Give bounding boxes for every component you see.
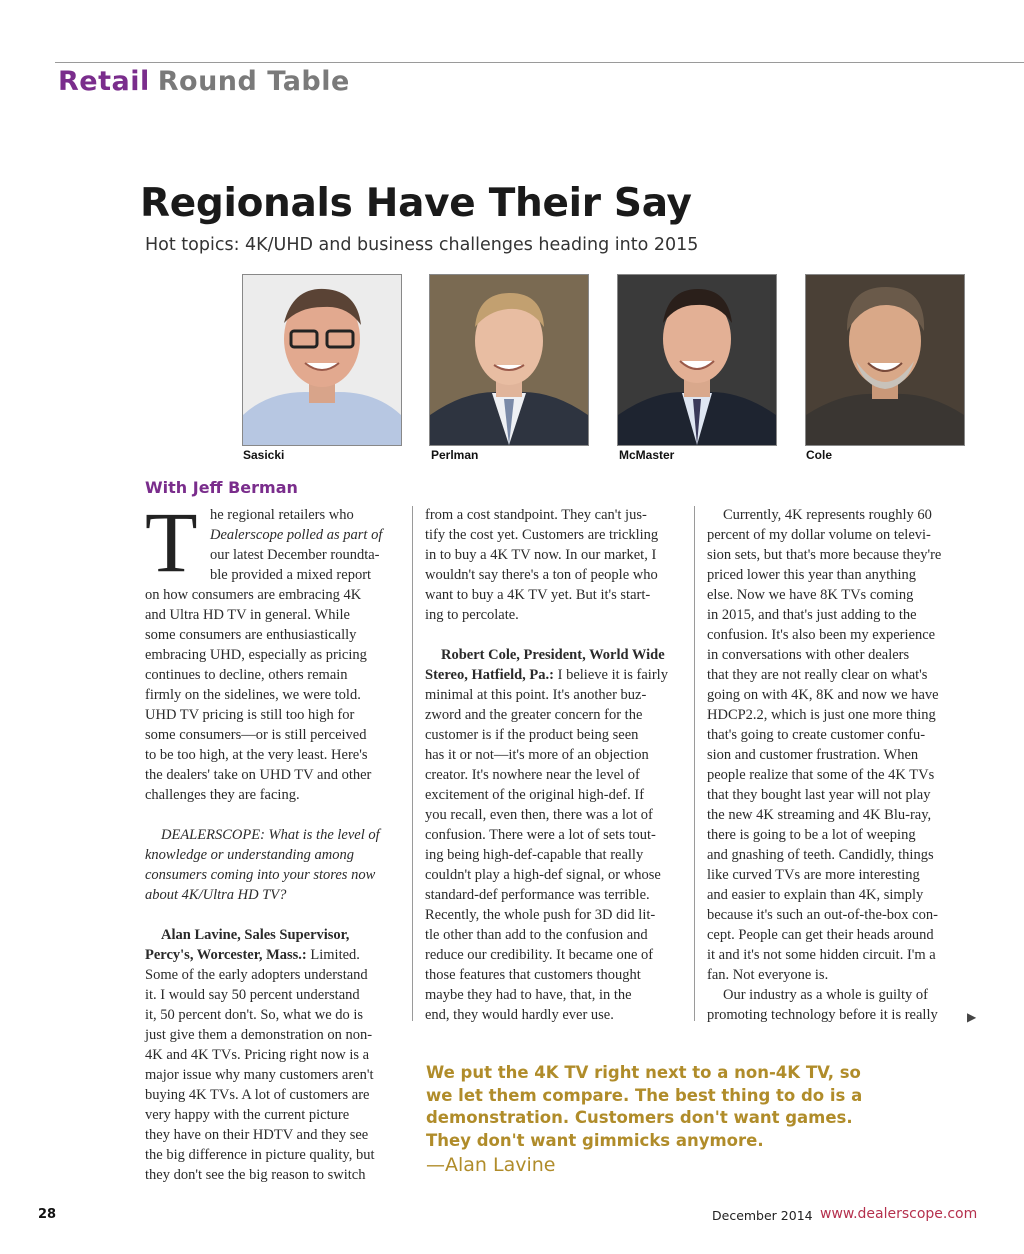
question-label: DEALERSCOPE: xyxy=(161,827,265,843)
section-title xyxy=(58,66,350,97)
speaker-affiliation: Stereo, Hatfield, Pa.: xyxy=(425,667,554,683)
drop-cap: T xyxy=(145,494,198,590)
text-line: buying 4K TVs. A lot of customers are xyxy=(145,1087,370,1103)
text-line: tle other than add to the confusion and xyxy=(425,927,648,943)
text-line: Recently, the whole push for 3D did lit- xyxy=(425,907,656,923)
text-line: cept. People can get their heads around xyxy=(707,927,934,943)
text-line: they have on their HDTV and they see xyxy=(145,1127,369,1143)
text-line: UHD TV pricing is still too high for xyxy=(145,707,355,723)
text-line: Dealerscope polled as part of xyxy=(210,527,383,543)
text-line: the new 4K streaming and 4K Blu-ray, xyxy=(707,807,932,823)
footer-date: December 2014 xyxy=(712,1208,813,1223)
text-line: Currently, 4K represents roughly 60 xyxy=(723,507,932,523)
text-line: continues to decline, others remain xyxy=(145,667,348,683)
text-line: firmly on the sidelines, we were told. xyxy=(145,687,361,703)
text-line: our latest December roundta- xyxy=(210,547,380,563)
text-line: it. I would say 50 percent understand xyxy=(145,987,360,1003)
answer-text: I believe it is fairly xyxy=(557,667,668,683)
speaker-line xyxy=(145,945,403,965)
text-line: Some of the early adopters understand xyxy=(145,967,368,983)
article-column-1 xyxy=(145,494,403,1185)
text-line: want to buy a 4K TV yet. But it's start- xyxy=(425,587,651,603)
question-line: consumers coming into your stores now xyxy=(145,867,376,883)
paragraph-gap xyxy=(145,805,403,825)
text-line: on how consumers are embracing 4K xyxy=(145,587,362,603)
headline: Regionals Have Their Say xyxy=(140,181,692,226)
text-line: 4K and 4K TVs. Pricing right now is a xyxy=(145,1047,370,1063)
top-rule xyxy=(55,62,1024,63)
text-line: HDCP2.2, which is just one more thing xyxy=(707,707,936,723)
pull-quote xyxy=(426,1062,862,1152)
page-number: 28 xyxy=(38,1207,57,1222)
text-line: wouldn't say there's a ton of people who xyxy=(425,567,658,583)
text-line: confusion. It's also been my experience xyxy=(707,627,936,643)
text-line: very happy with the current picture xyxy=(145,1107,350,1123)
text-line: that they are not really clear on what's xyxy=(707,667,928,683)
text-line: some consumers—or is still perceived xyxy=(145,727,367,743)
question-line: about 4K/Ultra HD TV? xyxy=(145,887,287,903)
text-line: embracing UHD, especially as pricing xyxy=(145,647,367,663)
speaker-line xyxy=(425,665,687,685)
speaker-affiliation: Percy's, Worcester, Mass.: xyxy=(145,947,307,963)
question-line: knowledge or understanding among xyxy=(145,847,355,863)
text-line: zword and the greater concern for the xyxy=(425,707,643,723)
text-line: to be too high, at the very least. Here's xyxy=(145,747,368,763)
portrait-photo-sasicki xyxy=(242,274,402,446)
text-line: it and it's not some hidden circuit. I'm a xyxy=(707,947,936,963)
text-line: maybe they had to have, that, in the xyxy=(425,987,632,1003)
photo-caption-cole: Cole xyxy=(806,448,833,462)
continue-arrow-icon: ▶ xyxy=(967,1010,977,1024)
text-line: percent of my dollar volume on televi- xyxy=(707,527,931,543)
text-line: that's going to create customer confu- xyxy=(707,727,926,743)
paragraph-gap xyxy=(145,905,403,925)
text-line: creator. It's nowhere near the level of xyxy=(425,767,640,783)
text-line: you recall, even then, there was a lot of xyxy=(425,807,653,823)
portrait-photo-mcmaster xyxy=(617,274,777,446)
column-divider xyxy=(412,506,413,1021)
text-line: the dealers' take on UHD TV and other xyxy=(145,767,372,783)
article-column-2 xyxy=(425,505,687,1025)
text-line: customer is if the product being seen xyxy=(425,727,639,743)
text-line: has it or not—it's more of an objection xyxy=(425,747,649,763)
text-line: like curved TVs are more interesting xyxy=(707,867,920,883)
text-line: and Ultra HD TV in general. While xyxy=(145,607,350,623)
portrait-photo-cole xyxy=(805,274,965,446)
speaker-name: Alan Lavine, Sales Supervisor, xyxy=(161,927,350,943)
text-line: challenges they are facing. xyxy=(145,787,300,803)
pull-quote-attribution: —Alan Lavine xyxy=(426,1154,556,1176)
text-line: ing being high-def-capable that really xyxy=(425,847,644,863)
pull-quote-line: We put the 4K TV right next to a non-4K TV, so xyxy=(426,1063,861,1082)
answer-text: Limited. xyxy=(310,947,360,963)
footer-website-link[interactable]: www.dealerscope.com xyxy=(820,1206,978,1222)
article-column-3 xyxy=(707,505,969,1025)
text-line: ble provided a mixed report xyxy=(210,567,372,583)
text-line: sion sets, but that's more because they're xyxy=(707,547,942,563)
text-line: they don't see the big reason to switch xyxy=(145,1167,366,1183)
text-line: in to buy a 4K TV now. In our market, I xyxy=(425,547,657,563)
text-line: from a cost standpoint. They can't jus- xyxy=(425,507,647,523)
text-line: some consumers are enthusiastically xyxy=(145,627,357,643)
text-line: because it's such an out-of-the-box con- xyxy=(707,907,938,923)
text-line: reduce our credibility. It became one of xyxy=(425,947,654,963)
section-title-word2: Round Table xyxy=(157,66,350,97)
text-line: fan. Not everyone is. xyxy=(707,967,829,983)
column-divider xyxy=(694,506,695,1021)
text-line: confusion. There were a lot of sets tout- xyxy=(425,827,656,843)
question-line xyxy=(145,825,403,845)
byline: With Jeff Berman xyxy=(145,478,298,497)
text-line: Our industry as a whole is guilty of xyxy=(723,987,928,1003)
photo-caption-sasicki: Sasicki xyxy=(243,448,285,462)
pull-quote-line: we let them compare. The best thing to do is a xyxy=(426,1085,863,1105)
text-line: and gnashing of teeth. Candidly, things xyxy=(707,847,934,863)
text-line: end, they would hardly ever use. xyxy=(425,1007,614,1023)
photo-caption-mcmaster: McMaster xyxy=(619,448,675,462)
text-line: people realize that some of the 4K TVs xyxy=(707,767,935,783)
text-line: couldn't play a high-def signal, or whose xyxy=(425,867,661,883)
paragraph-gap xyxy=(425,625,687,645)
text-line: tify the cost yet. Customers are trickling xyxy=(425,527,659,543)
text-line: sion and customer frustration. When xyxy=(707,747,919,763)
text-line: excitement of the original high-def. If xyxy=(425,787,645,803)
photo-caption-perlman: Perlman xyxy=(431,448,479,462)
text-line: and easier to explain than 4K, simply xyxy=(707,887,924,903)
speaker-name: Robert Cole, President, World Wide xyxy=(441,647,665,663)
text-line: minimal at this point. It's another buz- xyxy=(425,687,647,703)
text-line: ing to percolate. xyxy=(425,607,519,623)
text-line: major issue why many customers aren't xyxy=(145,1067,374,1083)
pull-quote-line: They don't want gimmicks anymore. xyxy=(426,1130,764,1150)
portrait-photo-perlman xyxy=(429,274,589,446)
pull-quote-line: demonstration. Customers don't want games. xyxy=(426,1108,853,1127)
text-line: in conversations with other dealers xyxy=(707,647,910,663)
text-line: priced lower this year than anything xyxy=(707,567,916,583)
text-line: that they bought last year will not play xyxy=(707,787,931,803)
text-line: just give them a demonstration on non- xyxy=(145,1027,373,1043)
question-text: What is the level of xyxy=(268,827,380,843)
text-line: there is going to be a lot of weeping xyxy=(707,827,916,843)
text-line: it, 50 percent don't. So, what we do is xyxy=(145,1007,364,1023)
text-line: going on with 4K, 8K and now we have xyxy=(707,687,939,703)
text-line: the big difference in picture quality, but xyxy=(145,1147,375,1163)
text-line: standard-def performance was terrible. xyxy=(425,887,650,903)
section-title-word1: Retail xyxy=(58,66,150,97)
text-line: in 2015, and that's just adding to the xyxy=(707,607,917,623)
text-line: else. Now we have 8K TVs coming xyxy=(707,587,914,603)
subheadline: Hot topics: 4K/UHD and business challenges heading into 2015 xyxy=(145,235,699,255)
text-line: promoting technology before it is really xyxy=(707,1007,938,1023)
text-line: he regional retailers who xyxy=(210,507,354,523)
text-line: those features that customers thought xyxy=(425,967,641,983)
